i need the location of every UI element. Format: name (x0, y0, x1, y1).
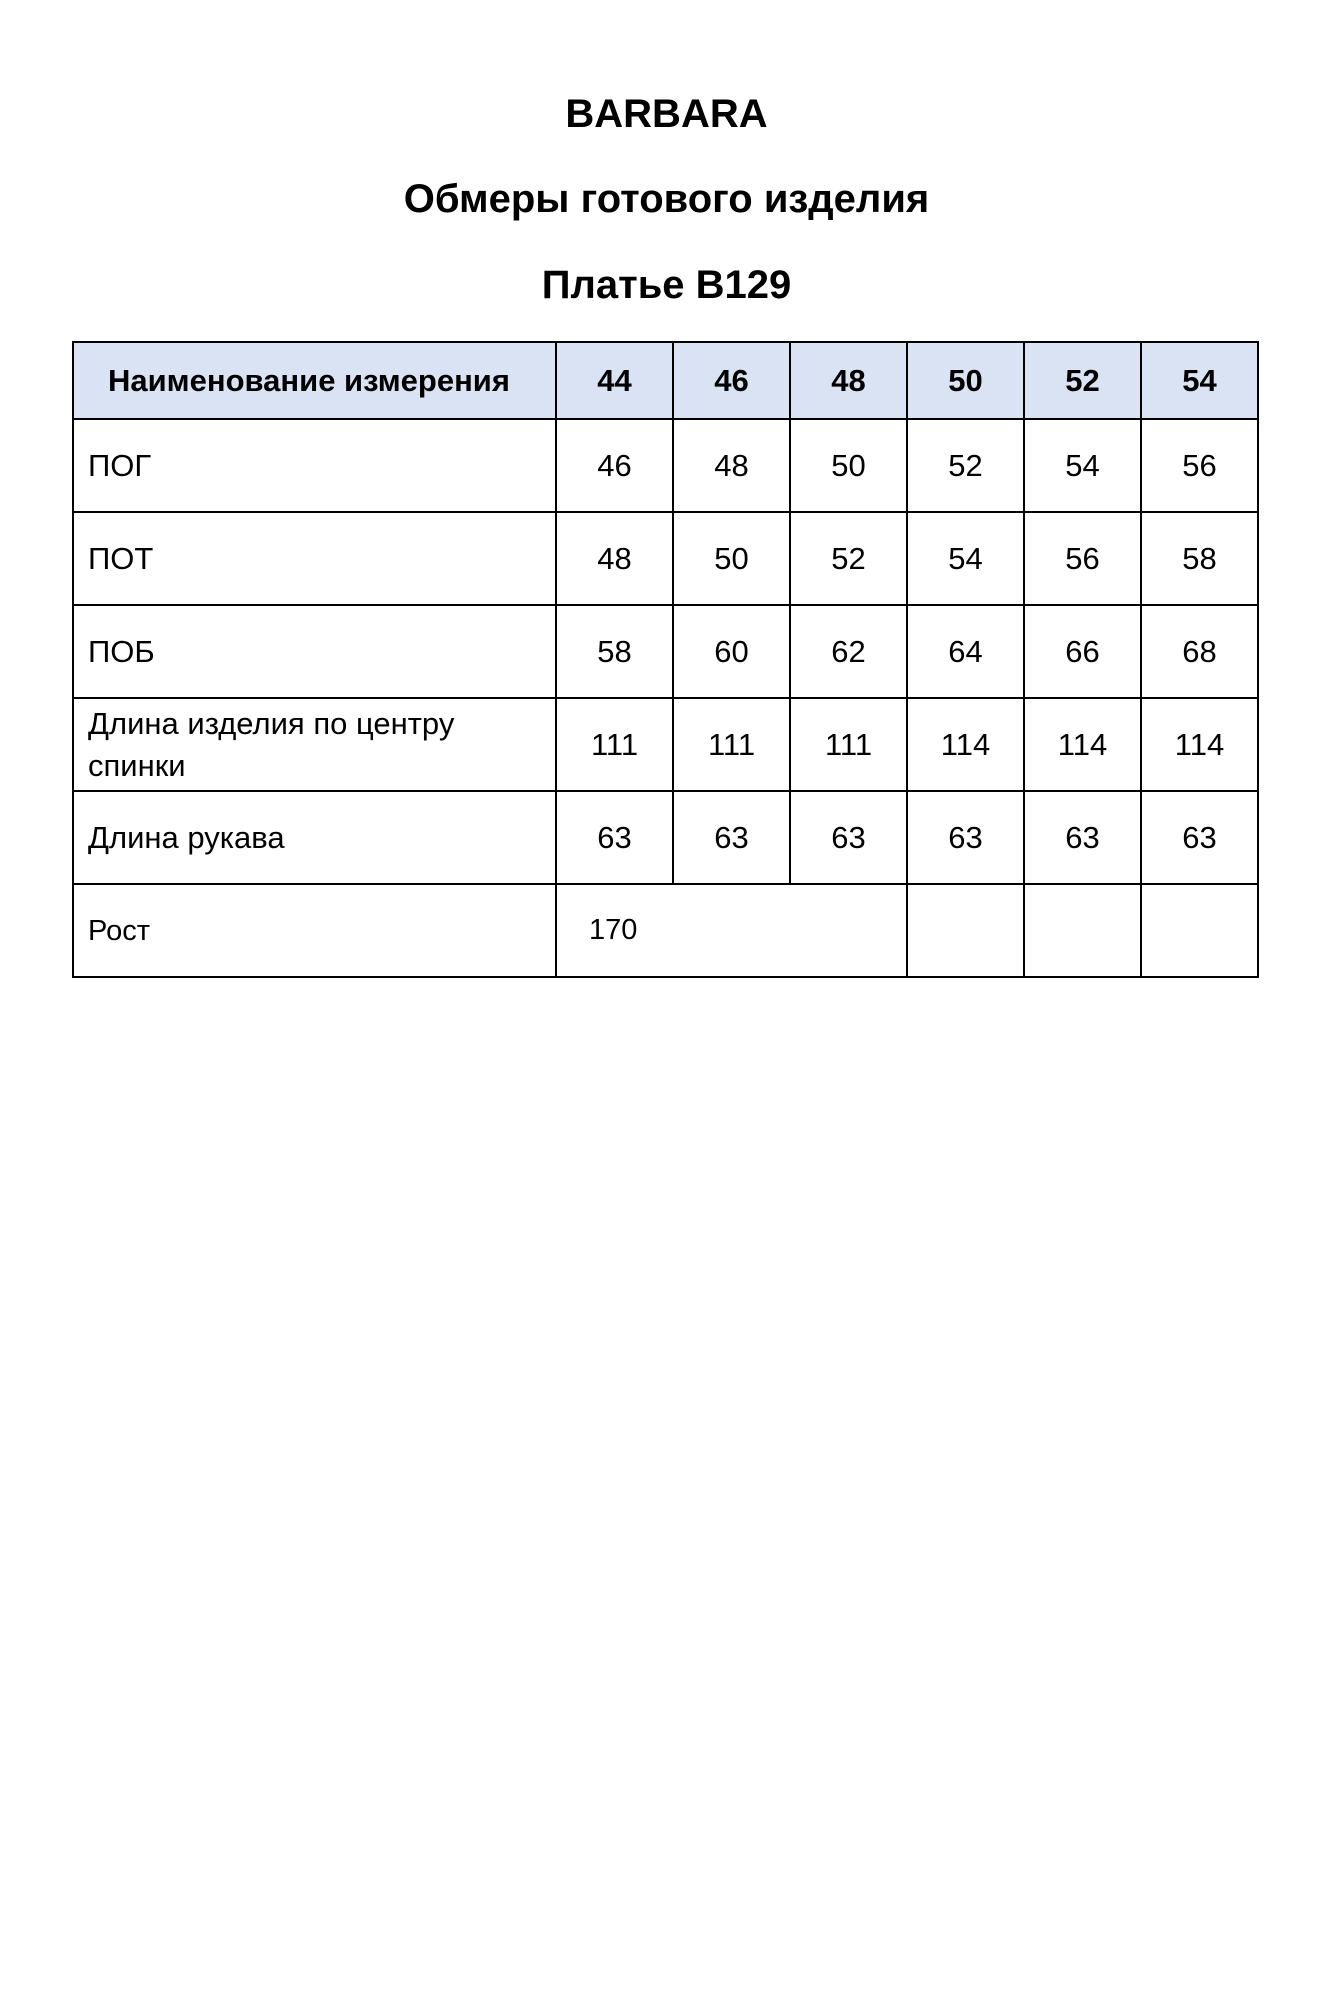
brand-title: BARBARA (565, 92, 768, 136)
table-cell: 111 (673, 698, 790, 791)
empty-cell (1141, 884, 1258, 977)
table-cell: 54 (907, 512, 1024, 605)
table-cell: 60 (673, 605, 790, 698)
measurements-table (72, 341, 1259, 978)
table-row (73, 419, 1258, 512)
empty-cell (907, 884, 1024, 977)
column-header-size: 52 (1024, 342, 1141, 419)
table-row (73, 791, 1258, 884)
table-cell: 63 (907, 791, 1024, 884)
row-label: ПОГ (73, 419, 556, 512)
row-label: Длина рукава (73, 791, 556, 884)
table-cell: 58 (1141, 512, 1258, 605)
height-value-cell: 170 (556, 884, 907, 977)
table-cell: 52 (907, 419, 1024, 512)
table-cell: 48 (556, 512, 673, 605)
table-cell: 68 (1141, 605, 1258, 698)
column-header-measurement-name: Наименование измерения (73, 342, 556, 419)
row-label: Рост (73, 884, 556, 977)
table-cell: 58 (556, 605, 673, 698)
table-row-height (73, 884, 1258, 977)
table-cell: 114 (1141, 698, 1258, 791)
table-cell: 50 (790, 419, 907, 512)
table-cell: 46 (556, 419, 673, 512)
table-cell: 62 (790, 605, 907, 698)
table-cell: 111 (790, 698, 907, 791)
table-cell: 50 (673, 512, 790, 605)
table-cell: 56 (1141, 419, 1258, 512)
table-row (73, 698, 1258, 791)
empty-cell (1024, 884, 1141, 977)
table-cell: 64 (907, 605, 1024, 698)
column-header-size: 46 (673, 342, 790, 419)
product-title: Платье B129 (541, 263, 792, 307)
column-header-size: 44 (556, 342, 673, 419)
column-header-size: 50 (907, 342, 1024, 419)
table-cell: 63 (1024, 791, 1141, 884)
column-header-size: 54 (1141, 342, 1258, 419)
table-cell: 54 (1024, 419, 1141, 512)
table-cell: 114 (907, 698, 1024, 791)
table-cell: 66 (1024, 605, 1141, 698)
table-cell: 48 (673, 419, 790, 512)
row-label: ПОБ (73, 605, 556, 698)
table-cell: 63 (673, 791, 790, 884)
row-label: Длина изделия по центру спинки (73, 698, 556, 791)
table-cell: 52 (790, 512, 907, 605)
table-cell: 111 (556, 698, 673, 791)
table-cell: 63 (790, 791, 907, 884)
table-header-row (73, 342, 1258, 419)
table-row (73, 512, 1258, 605)
column-header-size: 48 (790, 342, 907, 419)
table-cell: 63 (1141, 791, 1258, 884)
row-label: ПОТ (73, 512, 556, 605)
table-cell: 63 (556, 791, 673, 884)
table-row (73, 605, 1258, 698)
document-subtitle: Обмеры готового изделия (403, 177, 930, 221)
table-cell: 56 (1024, 512, 1141, 605)
table-cell: 114 (1024, 698, 1141, 791)
